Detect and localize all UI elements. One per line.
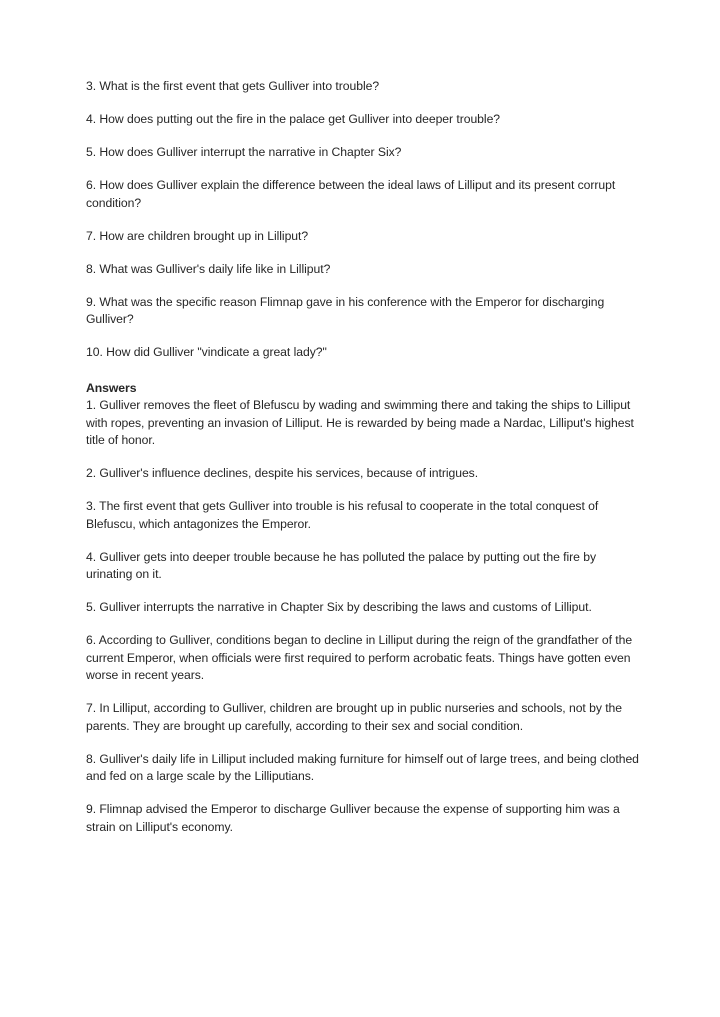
answer-4: 4. Gulliver gets into deeper trouble because he has polluted the palace by putting out the fire by urinating on it. bbox=[86, 549, 597, 581]
answer-5: 5. Gulliver interrupts the narrative in Chapter Six by describing the laws and customs of Lilliput. bbox=[86, 600, 592, 614]
answer-3: 3. The first event that gets Gulliver into trouble is his refusal to cooperate in the total conquest of Blefuscu, which antagonizes the Emperor. bbox=[86, 499, 599, 531]
question-6: 6. How does Gulliver explain the difference between the ideal laws of Lilliput and its present corrupt condition? bbox=[86, 178, 616, 210]
questions-list bbox=[86, 78, 642, 362]
question-7: 7. How are children brought up in Lilliput? bbox=[86, 228, 309, 243]
answer-8: 8. Gulliver's daily life in Lilliput included making furniture for himself out of large trees, and being clothed and fed on a large scale by the Lilliputians. bbox=[86, 751, 639, 783]
question-4: 4. How does putting out the fire in the palace get Gulliver into deeper trouble? bbox=[86, 112, 501, 126]
question-9: 9. What was the specific reason Flimnap gave in his conference with the Emperor for discharging Gulliver? bbox=[86, 294, 605, 326]
answer-6: 6. According to Gulliver, conditions began to decline in Lilliput during the reign of the grandfather of the current Emperor, when officials were first required to perform acrobatic feats. Things have gotten even worse in recent years. bbox=[86, 633, 633, 682]
question-10: 10. How did Gulliver "vindicate a great lady?" bbox=[86, 345, 327, 359]
question-3: 3. What is the first event that gets Gulliver into trouble? bbox=[86, 79, 380, 93]
answers-heading: Answers bbox=[86, 380, 137, 395]
answer-9: 9. Flimnap advised the Emperor to discharge Gulliver because the expense of supporting him was a strain on Lilliput's economy. bbox=[86, 802, 620, 834]
answers-section bbox=[86, 380, 642, 837]
answer-2: 2. Gulliver's influence declines, despite his services, because of intrigues. bbox=[86, 466, 479, 480]
question-8: 8. What was Gulliver's daily life like in Lilliput? bbox=[86, 261, 331, 276]
answer-7: 7. In Lilliput, according to Gulliver, children are brought up in public nurseries and schools, not by the parents. They are brought up carefully, according to their sex and social condition. bbox=[86, 701, 623, 733]
question-5: 5. How does Gulliver interrupt the narrative in Chapter Six? bbox=[86, 145, 402, 159]
document-page bbox=[86, 78, 642, 852]
answer-1: 1. Gulliver removes the fleet of Blefuscu by wading and swimming there and taking the ships to Lilliput with ropes, preventing an invasion of Lilliput. He is rewarded by being made a Nardac, Lilliput's highest title of honor. bbox=[86, 398, 634, 447]
